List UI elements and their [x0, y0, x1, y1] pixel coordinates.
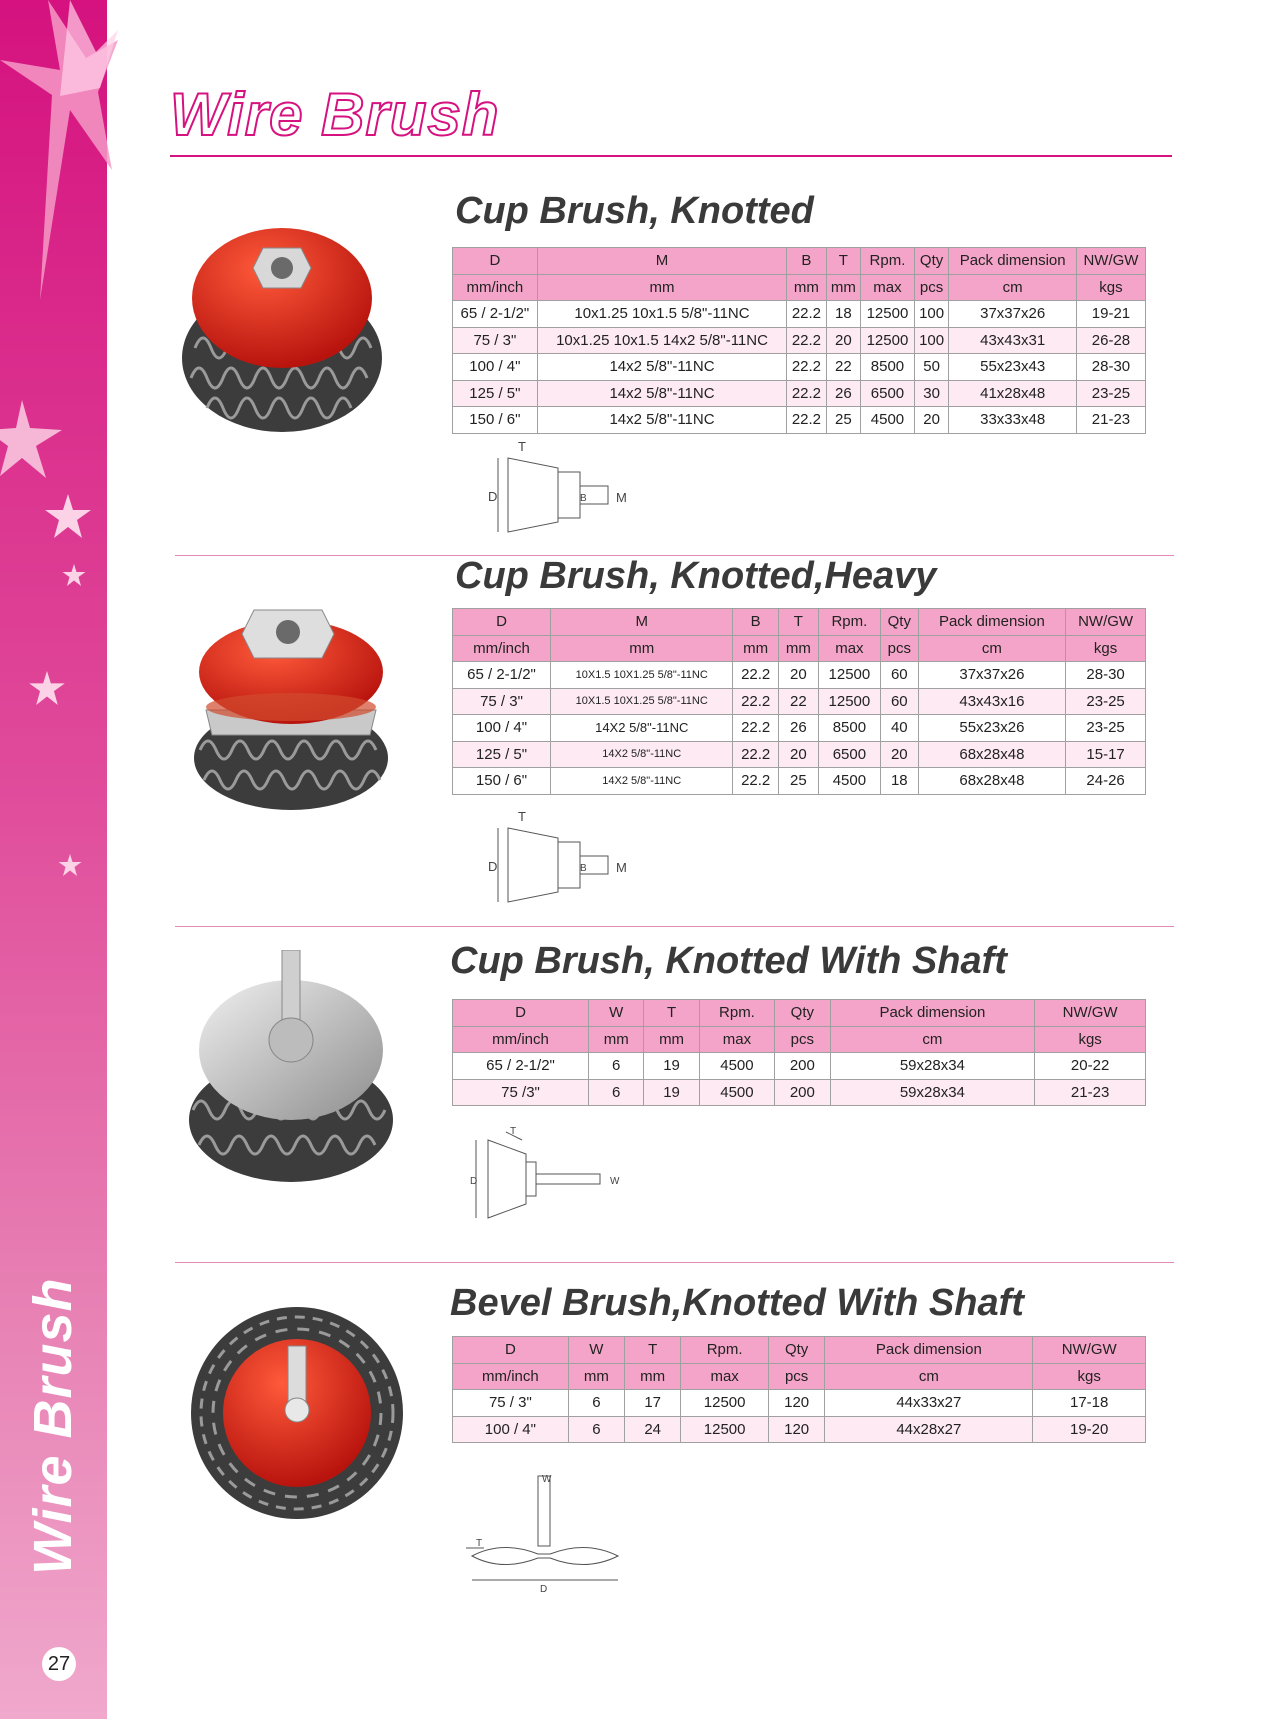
table-cell: 8500 [818, 715, 880, 742]
table-row [453, 1416, 1146, 1443]
diagram-label: T [518, 809, 526, 824]
table-header-cell: max [681, 1363, 769, 1390]
table-header-cell: mm [787, 274, 826, 301]
table-cell: 68x28x48 [918, 768, 1066, 795]
table-header-cell: Pack dimension [949, 248, 1077, 275]
table-cell: 19 [644, 1079, 699, 1106]
table-cell: 44x28x27 [825, 1416, 1033, 1443]
table-header-cell: mm/inch [453, 1363, 569, 1390]
table-header-cell: kgs [1076, 274, 1145, 301]
table-cell: 55x23x26 [918, 715, 1066, 742]
table-cell: 26 [778, 715, 818, 742]
diagram-label: W [542, 1474, 552, 1485]
table-cell: 50 [914, 354, 949, 381]
table-header-cell: mm [778, 635, 818, 662]
table-header-row [453, 1000, 1146, 1027]
table-header-cell: Rpm. [861, 248, 915, 275]
table-header-cell: kgs [1035, 1026, 1146, 1053]
table-cell: 14x2 5/8"-11NC [537, 407, 786, 434]
table-header-cell: mm [551, 635, 733, 662]
table-header-cell: mm [826, 274, 861, 301]
diagram-label: D [488, 489, 498, 504]
table-header-cell: Qty [880, 609, 918, 636]
table-cell: 12500 [681, 1416, 769, 1443]
table-cell: 22.2 [787, 380, 826, 407]
side-title: Wire Brush [23, 1277, 83, 1575]
table-header-cell: cm [830, 1026, 1035, 1053]
table-cell: 65 / 2-1/2" [453, 1053, 589, 1080]
table-header-cell: B [787, 248, 826, 275]
table-header-row [453, 635, 1146, 662]
table-cell: 65 / 2-1/2" [453, 301, 538, 328]
table-cell: 200 [775, 1053, 830, 1080]
table-cell: 4500 [699, 1053, 774, 1080]
table-header-cell: D [453, 248, 538, 275]
table-header-row [453, 609, 1146, 636]
table-row [453, 301, 1146, 328]
diagram-label: W [610, 1176, 620, 1187]
table-cell: 125 / 5" [453, 380, 538, 407]
table-cell: 22.2 [787, 354, 826, 381]
table-cell: 60 [880, 662, 918, 689]
section-divider [175, 926, 1174, 927]
table-header-cell: mm [537, 274, 786, 301]
table-header-cell: mm [733, 635, 778, 662]
table-header-cell: pcs [768, 1363, 824, 1390]
diagram-label: D [540, 1584, 548, 1595]
table-cell: 14x2 5/8"-11NC [537, 380, 786, 407]
table-header-cell: T [778, 609, 818, 636]
table-cell: 43x43x16 [918, 688, 1066, 715]
table-header-cell: Qty [768, 1337, 824, 1364]
spec-table [452, 999, 1146, 1106]
star-icon [45, 494, 91, 538]
table-cell: 4500 [699, 1079, 774, 1106]
table-cell: 26-28 [1076, 327, 1145, 354]
table-cell: 200 [775, 1079, 830, 1106]
star-icon [0, 400, 66, 480]
table-cell: 100 [914, 327, 949, 354]
table-cell: 21-23 [1076, 407, 1145, 434]
table-cell: 22.2 [733, 688, 778, 715]
table-cell: 25 [778, 768, 818, 795]
table-cell: 6500 [818, 741, 880, 768]
table-cell: 100 [914, 301, 949, 328]
table-cell: 15-17 [1066, 741, 1146, 768]
table-cell: 12500 [861, 327, 915, 354]
table-row [453, 1079, 1146, 1106]
table-cell: 25 [826, 407, 861, 434]
bevel-brush-with-shaft-photo [184, 1302, 410, 1520]
section-title: Cup Brush, Knotted With Shaft [450, 940, 1007, 982]
table-cell: 20 [914, 407, 949, 434]
table-cell: 20 [826, 327, 861, 354]
table-row [453, 1053, 1146, 1080]
section-title: Cup Brush, Knotted [455, 190, 814, 232]
cup-brush-knotted-photo [177, 228, 387, 438]
table-header-cell: max [861, 274, 915, 301]
table-cell: 30 [914, 380, 949, 407]
table-header-cell: T [826, 248, 861, 275]
table-cell: 65 / 2-1/2" [453, 662, 551, 689]
diagram-label: B [580, 493, 587, 504]
table-cell: 41x28x48 [949, 380, 1077, 407]
table-header-cell: T [644, 1000, 699, 1027]
section-divider [175, 1262, 1174, 1263]
table-cell: 22.2 [733, 741, 778, 768]
table-cell: 14X2 5/8"-11NC [551, 741, 733, 768]
table-cell: 4500 [818, 768, 880, 795]
table-cell: 26 [826, 380, 861, 407]
table-header-cell: Qty [914, 248, 949, 275]
table-header-cell: cm [949, 274, 1077, 301]
table-cell: 6 [568, 1390, 624, 1417]
table-cell: 100 / 4" [453, 354, 538, 381]
table-header-cell: NW/GW [1035, 1000, 1146, 1027]
table-cell: 6 [568, 1416, 624, 1443]
table-cell: 18 [826, 301, 861, 328]
table-cell: 14X2 5/8"-11NC [551, 768, 733, 795]
diagram-label: D [488, 859, 498, 874]
table-header-row [453, 1337, 1146, 1364]
table-cell: 14X2 5/8"-11NC [551, 715, 733, 742]
table-cell: 44x33x27 [825, 1390, 1033, 1417]
table-row [453, 1390, 1146, 1417]
table-cell: 20 [880, 741, 918, 768]
table-cell: 59x28x34 [830, 1079, 1035, 1106]
table-header-cell: Pack dimension [918, 609, 1066, 636]
table-cell: 19-21 [1076, 301, 1145, 328]
table-header-cell: pcs [775, 1026, 830, 1053]
table-header-row [453, 1363, 1146, 1390]
table-row [453, 688, 1146, 715]
table-row [453, 354, 1146, 381]
table-header-cell: M [551, 609, 733, 636]
table-header-cell: D [453, 1000, 589, 1027]
table-cell: 10x1.25 10x1.5 5/8"-11NC [537, 301, 786, 328]
table-header-cell: max [699, 1026, 774, 1053]
table-cell: 12500 [681, 1390, 769, 1417]
table-header-cell: T [625, 1337, 681, 1364]
table-cell: 60 [880, 688, 918, 715]
table-cell: 21-23 [1035, 1079, 1146, 1106]
table-cell: 22.2 [787, 327, 826, 354]
table-row [453, 768, 1146, 795]
table-cell: 8500 [861, 354, 915, 381]
table-cell: 75 / 3" [453, 1390, 569, 1417]
table-cell: 68x28x48 [918, 741, 1066, 768]
table-cell: 20 [778, 741, 818, 768]
spec-table [452, 247, 1146, 434]
table-header-cell: NW/GW [1033, 1337, 1146, 1364]
table-header-cell: kgs [1066, 635, 1146, 662]
table-cell: 28-30 [1076, 354, 1145, 381]
table-cell: 22.2 [787, 407, 826, 434]
table-cell: 12500 [861, 301, 915, 328]
table-header-cell: NW/GW [1066, 609, 1146, 636]
table-header-cell: Pack dimension [830, 1000, 1035, 1027]
table-cell: 19 [644, 1053, 699, 1080]
table-cell: 150 / 6" [453, 768, 551, 795]
table-header-cell: mm [644, 1026, 699, 1053]
table-cell: 6 [589, 1053, 644, 1080]
table-header-row [453, 248, 1146, 275]
table-cell: 150 / 6" [453, 407, 538, 434]
table-cell: 10X1.5 10X1.25 5/8"-11NC [551, 688, 733, 715]
table-header-cell: cm [918, 635, 1066, 662]
star-icon [62, 564, 86, 586]
table-cell: 18 [880, 768, 918, 795]
table-header-cell: W [568, 1337, 624, 1364]
table-header-cell: W [589, 1000, 644, 1027]
table-header-cell: Rpm. [818, 609, 880, 636]
table-cell: 33x33x48 [949, 407, 1077, 434]
table-row [453, 407, 1146, 434]
table-row [453, 715, 1146, 742]
table-cell: 22.2 [733, 715, 778, 742]
table-cell: 14x2 5/8"-11NC [537, 354, 786, 381]
diagram-label: T [476, 1538, 483, 1549]
cup-brush-diagram [488, 438, 648, 552]
table-header-row [453, 1026, 1146, 1053]
cup-brush-knotted-heavy-photo [192, 600, 390, 812]
diagram-label: D [470, 1176, 478, 1187]
table-cell: 24 [625, 1416, 681, 1443]
table-cell: 6500 [861, 380, 915, 407]
table-row [453, 327, 1146, 354]
table-cell: 23-25 [1066, 688, 1146, 715]
table-cell: 12500 [818, 662, 880, 689]
table-cell: 37x37x26 [918, 662, 1066, 689]
diagram-label: M [616, 860, 627, 875]
table-cell: 43x43x31 [949, 327, 1077, 354]
table-header-cell: Rpm. [681, 1337, 769, 1364]
table-header-cell: pcs [880, 635, 918, 662]
table-header-cell: kgs [1033, 1363, 1146, 1390]
table-cell: 100 / 4" [453, 715, 551, 742]
table-cell: 37x37x26 [949, 301, 1077, 328]
star-icon [29, 671, 65, 705]
table-header-cell: mm/inch [453, 635, 551, 662]
diagram-label: M [616, 490, 627, 505]
large-star-icon [0, 0, 118, 330]
table-cell: 55x23x43 [949, 354, 1077, 381]
table-cell: 10x1.25 10x1.5 14x2 5/8"-11NC [537, 327, 786, 354]
table-cell: 17-18 [1033, 1390, 1146, 1417]
table-header-cell: cm [825, 1363, 1033, 1390]
table-header-cell: Pack dimension [825, 1337, 1033, 1364]
table-header-cell: D [453, 609, 551, 636]
table-cell: 20 [778, 662, 818, 689]
table-header-cell: M [537, 248, 786, 275]
table-header-cell: mm/inch [453, 274, 538, 301]
table-cell: 4500 [861, 407, 915, 434]
table-header-row [453, 274, 1146, 301]
table-row [453, 662, 1146, 689]
diagram-label: B [580, 863, 587, 874]
table-cell: 6 [589, 1079, 644, 1106]
table-cell: 17 [625, 1390, 681, 1417]
table-cell: 20-22 [1035, 1053, 1146, 1080]
table-header-cell: Qty [775, 1000, 830, 1027]
diagram-label: T [510, 1126, 517, 1137]
table-cell: 75 / 3" [453, 327, 538, 354]
table-cell: 22.2 [733, 662, 778, 689]
table-cell: 19-20 [1033, 1416, 1146, 1443]
diagram-label: T [518, 439, 526, 454]
table-cell: 125 / 5" [453, 741, 551, 768]
table-header-cell: mm [589, 1026, 644, 1053]
table-cell: 22 [826, 354, 861, 381]
section-title: Cup Brush, Knotted,Heavy [455, 555, 937, 597]
table-header-cell: pcs [914, 274, 949, 301]
table-header-cell: D [453, 1337, 569, 1364]
table-cell: 22.2 [787, 301, 826, 328]
title-rule [170, 155, 1172, 157]
table-cell: 75 /3" [453, 1079, 589, 1106]
table-header-cell: B [733, 609, 778, 636]
table-cell: 10X1.5 10X1.25 5/8"-11NC [551, 662, 733, 689]
table-cell: 100 / 4" [453, 1416, 569, 1443]
table-cell: 22 [778, 688, 818, 715]
section-title: Bevel Brush,Knotted With Shaft [450, 1282, 1024, 1324]
table-header-cell: NW/GW [1076, 248, 1145, 275]
table-header-cell: mm [625, 1363, 681, 1390]
table-cell: 28-30 [1066, 662, 1146, 689]
spec-table [452, 1336, 1146, 1443]
table-cell: 12500 [818, 688, 880, 715]
table-row [453, 741, 1146, 768]
table-cell: 120 [768, 1390, 824, 1417]
star-icon [58, 854, 82, 876]
table-cell: 23-25 [1076, 380, 1145, 407]
table-cell: 24-26 [1066, 768, 1146, 795]
table-header-cell: mm/inch [453, 1026, 589, 1053]
table-cell: 22.2 [733, 768, 778, 795]
table-cell: 75 / 3" [453, 688, 551, 715]
table-header-cell: max [818, 635, 880, 662]
table-header-cell: Rpm. [699, 1000, 774, 1027]
table-cell: 40 [880, 715, 918, 742]
table-cell: 59x28x34 [830, 1053, 1035, 1080]
spec-table [452, 608, 1146, 795]
cup-brush-with-shaft-photo [187, 950, 399, 1188]
table-header-cell: mm [568, 1363, 624, 1390]
sidebar-band [0, 0, 118, 1719]
table-row [453, 380, 1146, 407]
cup-brush-heavy-diagram [488, 808, 648, 922]
table-cell: 23-25 [1066, 715, 1146, 742]
bevel-shaft-diagram [462, 1470, 632, 1595]
cup-shaft-diagram [470, 1122, 640, 1234]
page-number: 27 [42, 1647, 76, 1681]
page-title: Wire Brush [170, 81, 500, 148]
table-cell: 120 [768, 1416, 824, 1443]
